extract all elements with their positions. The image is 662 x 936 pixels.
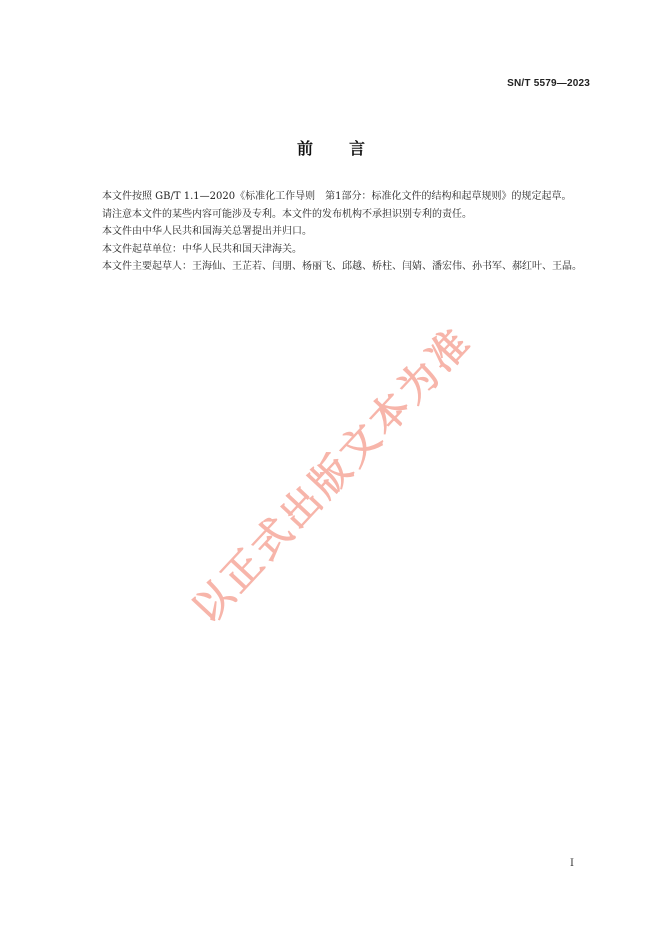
- watermark-text: 以正式出版文本为准: [184, 318, 481, 633]
- paragraph-proposer: 本文件由中华人民共和国海关总署提出并归口。: [102, 226, 312, 237]
- foreword-body: [80, 188, 592, 276]
- page-title: 前言: [296, 139, 401, 158]
- page-number: I: [570, 858, 574, 869]
- paragraph-drafters: 本文件主要起草人：王海仙、王芷若、闫朋、杨丽飞、邱越、桥柱、闫婧、潘宏伟、孙书军、郝红叶、王晶。: [102, 261, 582, 272]
- document-code: SN/T 5579—2023: [507, 78, 590, 89]
- paragraph-drafting-rules: 本文件按照 GB/T 1.1—2020《标准化工作导则 第1部分：标准化文件的结构和起草规则》的规定起草。: [102, 191, 572, 202]
- paragraph-drafting-unit: 本文件起草单位：中华人民共和国天津海关。: [102, 243, 302, 255]
- paragraph-patent-notice: 请注意本文件的某些内容可能涉及专利。本文件的发布机构不承担识别专利的责任。: [102, 208, 472, 220]
